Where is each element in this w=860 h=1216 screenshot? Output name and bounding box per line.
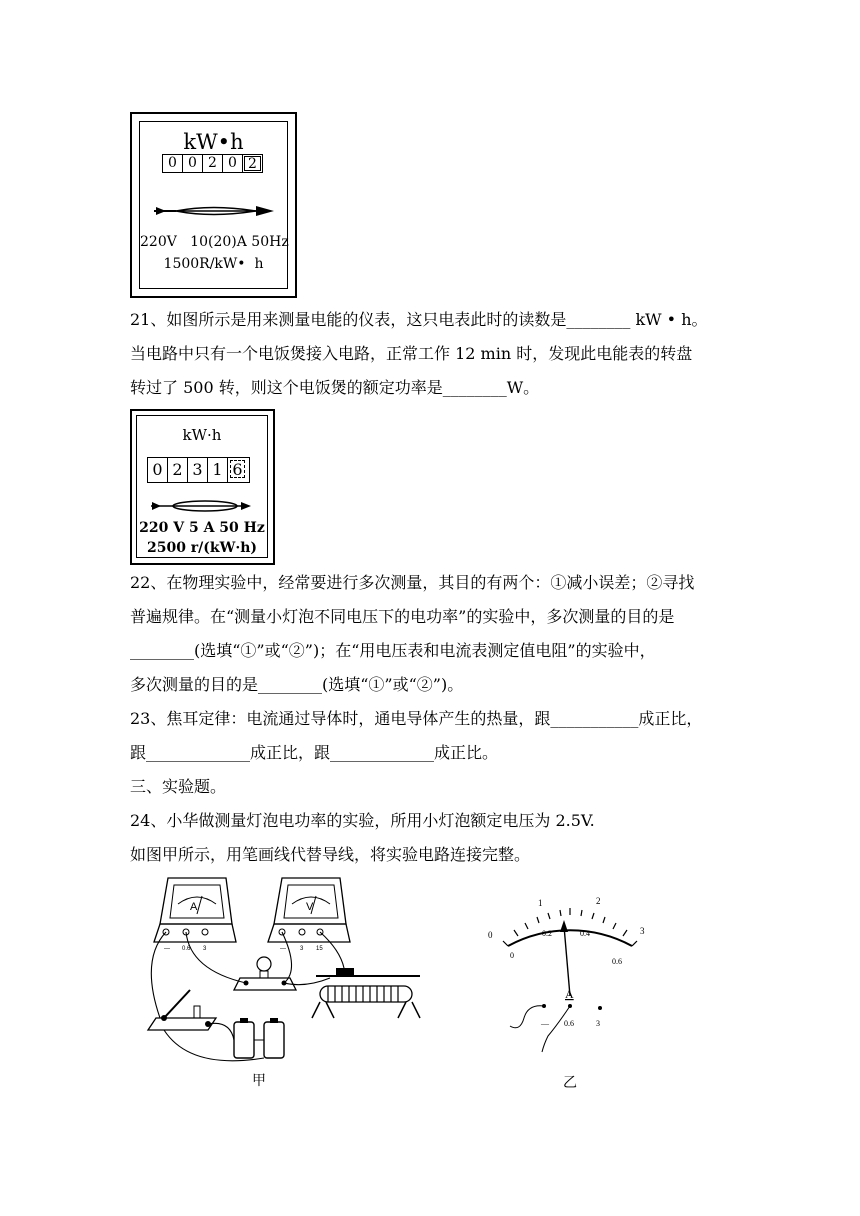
dial-terminal-label: 3 [596,1019,600,1028]
figure-caption-yi: 乙 [563,1075,577,1091]
dial-wire [510,1006,544,1028]
question-24-line-2: 如图甲所示，用笔画线代替导线，将实验电路连接完整。 [130,845,531,864]
rotor-disc-icon [152,202,276,220]
circuit-diagram [130,870,430,1070]
question-22-line-4: 多次测量的目的是________(选填“①”或“②”)。 [130,675,464,694]
question-22-line-3: ________(选填“①”或“②”)；在“用电压表和电流表测定值电阻”的实验中， [130,641,656,660]
dial-terminal-label: — [541,1019,549,1028]
meter-2-digits [147,457,249,483]
dial-upper-label: 0 [488,930,493,940]
dial-lower-label: 0 [510,951,514,960]
section-heading: 三、实验题。 [130,777,227,796]
dial-lower-label: 0.6 [612,957,622,966]
ammeter-terminal-label: 0.6 [182,946,191,952]
question-22-line-1: 22、在物理实验中，经常要进行多次测量，其目的有两个：①减小误差；②寻找 [130,573,695,592]
dial-upper-label: 2 [596,896,601,906]
meter-2-digit-last [227,457,250,483]
meter-1-unit: kW•h [183,130,244,154]
dial-lower-label: 0.4 [580,929,590,938]
lamp-icon [234,957,296,990]
meter-2-digit-last-box: 6 [230,460,245,478]
meter-2-digit: 1 [207,457,228,483]
battery-icon [234,1018,284,1058]
meter-1-spec-2: 1500R/kW• h [163,256,264,272]
ammeter-dial-diagram [484,886,654,1056]
meter-2-spec-1: 220 V 5 A 50 Hz [139,520,265,536]
dial-letter: A [565,987,574,1001]
ammeter-letter: A [190,901,198,913]
question-21-line-1: 21、如图所示是用来测量电能的仪表，这只电表此时的读数是________ kW • h。 [130,310,708,329]
voltmeter-letter: V [306,901,314,913]
meter-2-digit: 3 [187,457,208,483]
ammeter-terminal-label: — [164,946,170,952]
dial-terminal-label: 0.6 [564,1019,574,1028]
rheostat-icon [312,968,420,1018]
question-23-line-1: 23、焦耳定律：电流通过导体时，通电导体产生的热量，跟___________成正比， [130,709,703,728]
switch-icon [148,990,216,1030]
dial-wire [542,1006,570,1052]
ammeter-terminal-label: 3 [203,946,207,952]
dial-upper-label: 3 [640,926,645,936]
dial-scale [503,908,637,946]
voltmeter-terminal-label: 3 [300,946,304,952]
rotor-disc-icon [149,499,253,513]
question-23-line-2: 跟_____________成正比，跟_____________成正比。 [130,743,499,762]
question-21-line-2: 当电路中只有一个电饭煲接入电路，正常工作 12 min 时，发现此电能表的转盘 [130,344,693,363]
meter-2-unit: kW·h [182,426,222,444]
figure-caption-jia: 甲 [252,1073,266,1089]
meter-1-digit-last [242,154,263,173]
meter-1-digit: 0 [182,154,203,173]
meter-1-digit: 0 [162,154,183,173]
meter-1-spec-1: 220V 10(20)A 50Hz [140,234,289,250]
energy-meter-2-face [136,415,268,558]
meter-2-digit: 2 [167,457,188,483]
energy-meter-1-face [139,121,288,289]
meter-1-digit: 2 [202,154,223,173]
voltmeter-terminal-label: — [280,946,286,952]
voltmeter-terminal-label: 15 [316,946,323,952]
energy-meter-1 [130,112,297,298]
meter-1-digit-last-box: 2 [244,156,261,171]
question-22-line-2: 普遍规律。在“测量小灯泡不同电压下的电功率”的实验中，多次测量的目的是 [130,607,675,626]
dial-lower-label: 0.2 [542,929,552,938]
question-21-line-3: 转过了 500 转，则这个电饭煲的额定功率是________W。 [130,378,540,397]
meter-1-digit: 0 [222,154,243,173]
meter-2-spec-2: 2500 r/(kW·h) [146,540,258,556]
dial-upper-label: 1 [538,898,543,908]
question-24-line-1: 24、小华做测量灯泡电功率的实验，所用小灯泡额定电压为 2.5V. [130,811,595,830]
needle-icon [560,920,570,996]
meter-2-digit: 0 [147,457,168,483]
energy-meter-2 [130,409,275,565]
meter-1-digits [162,154,262,173]
